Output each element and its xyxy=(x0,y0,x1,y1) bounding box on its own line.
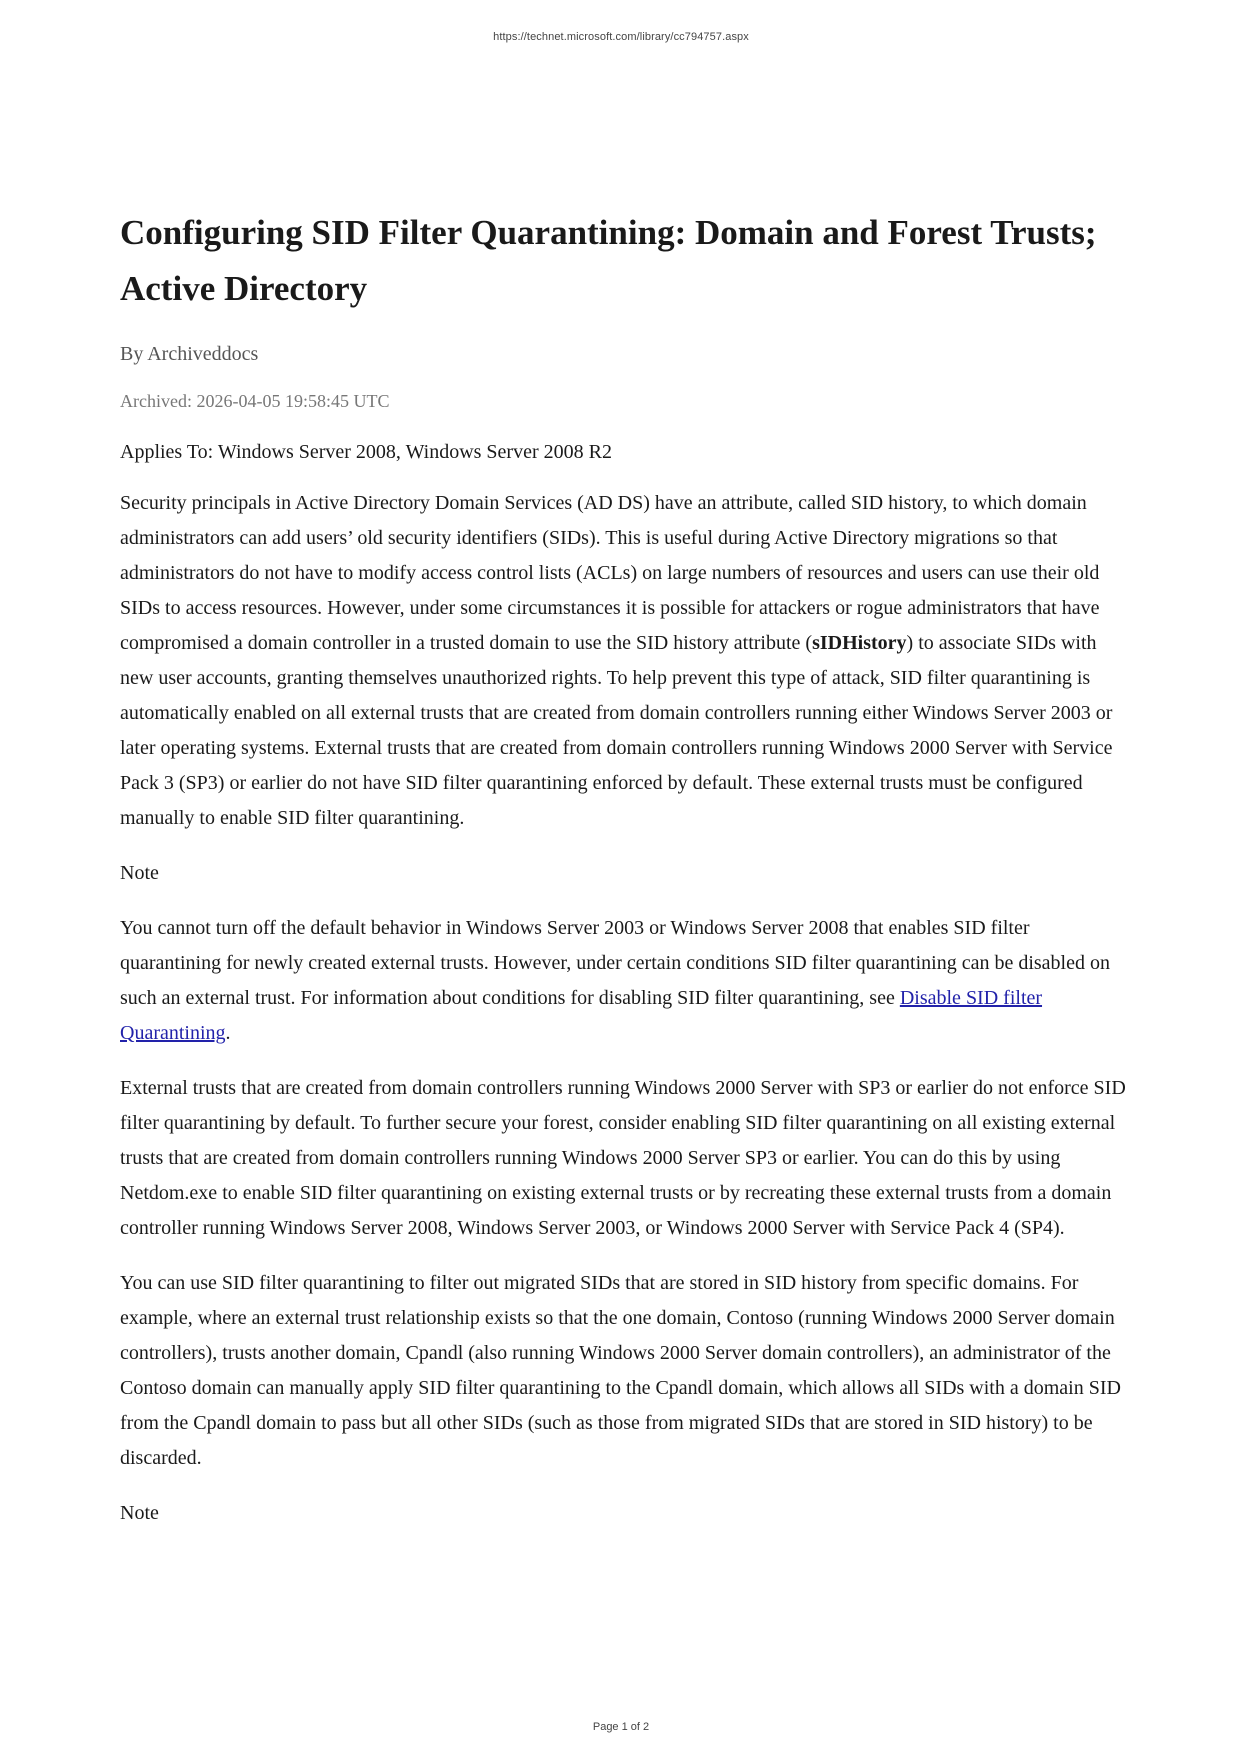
applies-to: Applies To: Windows Server 2008, Windows Server 2008 R2 xyxy=(120,441,612,463)
article xyxy=(120,205,1130,1531)
note-label: Note xyxy=(120,1502,159,1524)
paragraph-sid-history xyxy=(120,486,1130,836)
sidhistory-attribute-term: sIDHistory xyxy=(812,632,907,654)
archived-timestamp: Archived: 2026-04-05 19:58:45 UTC xyxy=(120,391,390,411)
disable-sid-filter-quarantining-link[interactable]: Disable SID filter Quarantining xyxy=(120,987,1043,1044)
paragraph-text: Security principals in Active Directory Domain Services (AD DS) have an attribute, called SID history, to which domain administrators can add users’ old security identifiers (SIDs). This is useful during Active Directory migrations so that administrators do not have to modify access control lists (ACLs) on large numbers of resources and users can use their old SIDs to access resources. However, under some circumstances it is possible for attackers or rogue administrators that have compromised a domain controller in a trusted domain to use the SID history attribute ( xyxy=(120,492,1100,654)
note-label: Note xyxy=(120,862,159,884)
paragraph-text: You cannot turn off the default behavior in Windows Server 2003 or Windows Server 2008 that enables SID filter quarantining for newly created external trusts. However, under certain conditions SID filter quarantining can be disabled on such an external trust. For information about conditions for disabling SID filter quarantining, see xyxy=(120,917,1110,1009)
paragraph-text: ) to associate SIDs with new user accounts, granting themselves unauthorized rights. To help prevent this type of attack, SID filter quarantining is automatically enabled on all external trusts that are created from domain controllers running either Windows Server 2003 or later operating systems. External trusts that are created from domain controllers running Windows 2000 Server with Service Pack 3 (SP3) or earlier do not have SID filter quarantining enforced by default. These external trusts must be configured manually to enable SID filter quarantining. xyxy=(120,632,1113,829)
paragraph-external-trusts: External trusts that are created from domain controllers running Windows 2000 Server with SP3 or earlier do not enforce SID filter quarantining by default. To further secure your forest, consider enabling SID filter quarantining on all existing external trusts that are created from domain controllers running Windows 2000 Server SP3 or earlier. You can do this by using Netdom.exe to enable SID filter quarantining on existing external trusts or by recreating these external trusts from a domain controller running Windows Server 2008, Windows Server 2003, or Windows 2000 Server with Service Pack 4 (SP4). xyxy=(120,1077,1126,1239)
paragraph-text: . xyxy=(225,1022,231,1044)
paragraph-default-behavior xyxy=(120,911,1130,1051)
article-title: Configuring SID Filter Quarantining: Domain and Forest Trusts; Active Directory xyxy=(120,213,1097,308)
page-header-url: https://technet.microsoft.com/library/cc794757.aspx xyxy=(493,31,749,43)
page-number: Page 1 of 2 xyxy=(592,1721,650,1733)
article-byline: By Archiveddocs xyxy=(120,343,259,365)
paragraph-filter-migrated-sids: You can use SID filter quarantining to filter out migrated SIDs that are stored in SID history from specific domains. For example, where an external trust relationship exists so that the one domain, Contoso (running Windows 2000 Server domain controllers), trusts another domain, Cpandl (also running Windows 2000 Server domain controllers), an administrator of the Contoso domain can manually apply SID filter quarantining to the Cpandl domain, which allows all SIDs with a domain SID from the Cpandl domain to pass but all other SIDs (such as those from migrated SIDs that are stored in SID history) to be discarded. xyxy=(120,1272,1121,1469)
